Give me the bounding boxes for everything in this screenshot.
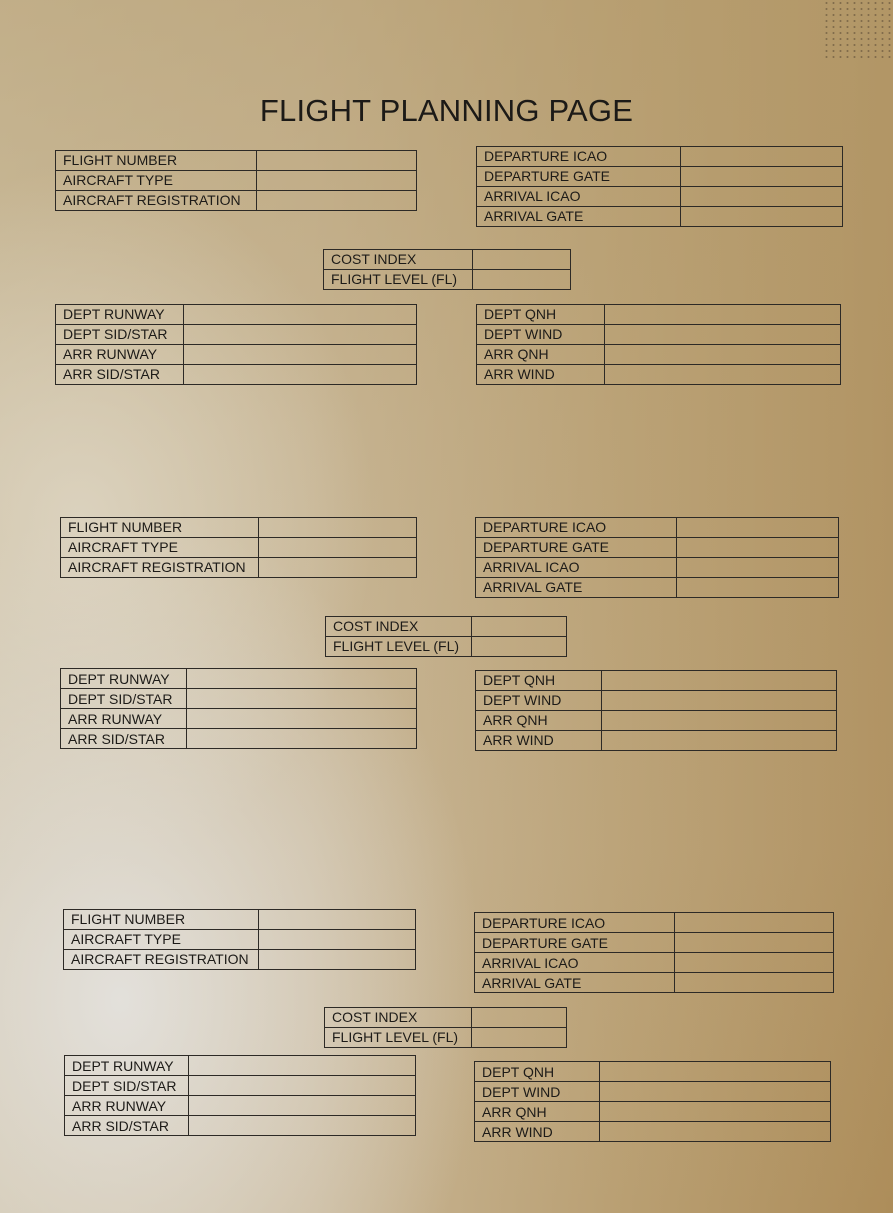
arr-runway-field[interactable] bbox=[184, 345, 417, 365]
form-row bbox=[475, 933, 834, 953]
form-row bbox=[61, 538, 417, 558]
dept-qnh-field[interactable] bbox=[605, 305, 841, 325]
arrival-gate-label: ARRIVAL GATE bbox=[477, 207, 681, 227]
form-row bbox=[326, 637, 567, 657]
form-row bbox=[64, 950, 416, 970]
form-row bbox=[477, 187, 843, 207]
cost-index-field[interactable] bbox=[473, 250, 571, 270]
arrival-gate-label: ARRIVAL GATE bbox=[475, 973, 675, 993]
departure-icao-field[interactable] bbox=[675, 913, 834, 933]
dept-runway-label: DEPT RUNWAY bbox=[61, 669, 187, 689]
form-row bbox=[477, 305, 841, 325]
cost-index-field[interactable] bbox=[472, 1008, 567, 1028]
arr-runway-field[interactable] bbox=[189, 1096, 416, 1116]
arrival-gate-field[interactable] bbox=[675, 973, 834, 993]
dept-qnh-label: DEPT QNH bbox=[476, 671, 602, 691]
form-row bbox=[61, 709, 417, 729]
arr-qnh-field[interactable] bbox=[605, 345, 841, 365]
form-row bbox=[476, 558, 839, 578]
runways-table bbox=[55, 304, 417, 385]
departure-gate-label: DEPARTURE GATE bbox=[475, 933, 675, 953]
form-row bbox=[475, 913, 834, 933]
form-row bbox=[475, 1102, 831, 1122]
dept-runway-label: DEPT RUNWAY bbox=[56, 305, 184, 325]
arr-wind-field[interactable] bbox=[600, 1122, 831, 1142]
arrival-icao-label: ARRIVAL ICAO bbox=[477, 187, 681, 207]
arr-sid-star-field[interactable] bbox=[189, 1116, 416, 1136]
flight-number-field[interactable] bbox=[259, 910, 416, 930]
form-row bbox=[65, 1116, 416, 1136]
arrival-icao-label: ARRIVAL ICAO bbox=[475, 953, 675, 973]
paper-texture bbox=[823, 0, 893, 60]
form-row bbox=[324, 250, 571, 270]
form-row bbox=[64, 910, 416, 930]
form-row bbox=[476, 731, 837, 751]
departure-icao-label: DEPARTURE ICAO bbox=[476, 518, 677, 538]
dept-wind-field[interactable] bbox=[602, 691, 837, 711]
arr-wind-field[interactable] bbox=[605, 365, 841, 385]
arr-sid-star-label: ARR SID/STAR bbox=[56, 365, 184, 385]
dept-runway-field[interactable] bbox=[189, 1056, 416, 1076]
aircraft-type-label: AIRCRAFT TYPE bbox=[61, 538, 259, 558]
arrival-gate-field[interactable] bbox=[677, 578, 839, 598]
form-row bbox=[56, 191, 417, 211]
dept-qnh-field[interactable] bbox=[600, 1062, 831, 1082]
arr-qnh-label: ARR QNH bbox=[475, 1102, 600, 1122]
arr-sid-star-label: ARR SID/STAR bbox=[61, 729, 187, 749]
arr-wind-label: ARR WIND bbox=[475, 1122, 600, 1142]
form-row bbox=[475, 973, 834, 993]
form-row bbox=[477, 167, 843, 187]
flight-number-label: FLIGHT NUMBER bbox=[64, 910, 259, 930]
weather-table bbox=[476, 304, 841, 385]
form-row bbox=[477, 207, 843, 227]
weather-table bbox=[475, 670, 837, 751]
form-row bbox=[477, 325, 841, 345]
dept-wind-label: DEPT WIND bbox=[475, 1082, 600, 1102]
flight-info-table bbox=[60, 517, 417, 578]
form-row bbox=[325, 1028, 567, 1048]
arrival-icao-label: ARRIVAL ICAO bbox=[476, 558, 677, 578]
flight-level-fl-label: FLIGHT LEVEL (FL) bbox=[324, 270, 473, 290]
arr-runway-field[interactable] bbox=[187, 709, 417, 729]
arr-sid-star-field[interactable] bbox=[184, 365, 417, 385]
flight-number-label: FLIGHT NUMBER bbox=[61, 518, 259, 538]
dept-qnh-label: DEPT QNH bbox=[475, 1062, 600, 1082]
flight-level-fl-field[interactable] bbox=[473, 270, 571, 290]
dept-sid-star-field[interactable] bbox=[189, 1076, 416, 1096]
form-row bbox=[325, 1008, 567, 1028]
departure-gate-label: DEPARTURE GATE bbox=[477, 167, 681, 187]
form-row bbox=[56, 345, 417, 365]
aircraft-type-field[interactable] bbox=[259, 930, 416, 950]
flight-info-table bbox=[55, 150, 417, 211]
form-row bbox=[56, 171, 417, 191]
departure-gate-field[interactable] bbox=[677, 538, 839, 558]
dept-wind-label: DEPT WIND bbox=[477, 325, 605, 345]
aircraft-type-field[interactable] bbox=[259, 538, 417, 558]
form-row bbox=[61, 518, 417, 538]
form-row bbox=[475, 1082, 831, 1102]
aircraft-registration-label: AIRCRAFT REGISTRATION bbox=[56, 191, 257, 211]
form-row bbox=[65, 1096, 416, 1116]
dept-runway-label: DEPT RUNWAY bbox=[65, 1056, 189, 1076]
flight-number-field[interactable] bbox=[257, 151, 417, 171]
form-row bbox=[326, 617, 567, 637]
flight-level-fl-label: FLIGHT LEVEL (FL) bbox=[326, 637, 472, 657]
arr-qnh-field[interactable] bbox=[600, 1102, 831, 1122]
airports-table bbox=[475, 517, 839, 598]
form-row bbox=[477, 365, 841, 385]
form-row bbox=[65, 1076, 416, 1096]
aircraft-registration-label: AIRCRAFT REGISTRATION bbox=[61, 558, 259, 578]
runways-table bbox=[60, 668, 417, 749]
dept-sid-star-label: DEPT SID/STAR bbox=[61, 689, 187, 709]
cost-index-field[interactable] bbox=[472, 617, 567, 637]
arrival-gate-field[interactable] bbox=[681, 207, 843, 227]
aircraft-registration-label: AIRCRAFT REGISTRATION bbox=[64, 950, 259, 970]
arr-wind-field[interactable] bbox=[602, 731, 837, 751]
form-row bbox=[61, 729, 417, 749]
arr-sid-star-field[interactable] bbox=[187, 729, 417, 749]
arr-qnh-label: ARR QNH bbox=[477, 345, 605, 365]
departure-gate-field[interactable] bbox=[681, 167, 843, 187]
dept-wind-field[interactable] bbox=[600, 1082, 831, 1102]
dept-sid-star-label: DEPT SID/STAR bbox=[56, 325, 184, 345]
cost-index-label: COST INDEX bbox=[325, 1008, 472, 1028]
aircraft-type-label: AIRCRAFT TYPE bbox=[64, 930, 259, 950]
form-row bbox=[476, 671, 837, 691]
flight-level-fl-field[interactable] bbox=[472, 637, 567, 657]
form-row bbox=[475, 953, 834, 973]
dept-wind-field[interactable] bbox=[605, 325, 841, 345]
arrival-icao-field[interactable] bbox=[675, 953, 834, 973]
form-row bbox=[56, 365, 417, 385]
dept-sid-star-field[interactable] bbox=[187, 689, 417, 709]
form-row bbox=[476, 538, 839, 558]
performance-table bbox=[325, 616, 567, 657]
runways-table bbox=[64, 1055, 416, 1136]
arrival-gate-label: ARRIVAL GATE bbox=[476, 578, 677, 598]
form-row bbox=[324, 270, 571, 290]
departure-gate-field[interactable] bbox=[675, 933, 834, 953]
form-row bbox=[476, 578, 839, 598]
form-row bbox=[64, 930, 416, 950]
form-row bbox=[61, 558, 417, 578]
flight-info-table bbox=[63, 909, 416, 970]
departure-gate-label: DEPARTURE GATE bbox=[476, 538, 677, 558]
arr-wind-label: ARR WIND bbox=[476, 731, 602, 751]
weather-table bbox=[474, 1061, 831, 1142]
form-row bbox=[65, 1056, 416, 1076]
arrival-icao-field[interactable] bbox=[677, 558, 839, 578]
arr-sid-star-label: ARR SID/STAR bbox=[65, 1116, 189, 1136]
arr-runway-label: ARR RUNWAY bbox=[65, 1096, 189, 1116]
arr-qnh-label: ARR QNH bbox=[476, 711, 602, 731]
form-row bbox=[477, 147, 843, 167]
arr-qnh-field[interactable] bbox=[602, 711, 837, 731]
dept-qnh-label: DEPT QNH bbox=[477, 305, 605, 325]
aircraft-registration-field[interactable] bbox=[259, 558, 417, 578]
arr-wind-label: ARR WIND bbox=[477, 365, 605, 385]
departure-icao-field[interactable] bbox=[681, 147, 843, 167]
cost-index-label: COST INDEX bbox=[326, 617, 472, 637]
dept-wind-label: DEPT WIND bbox=[476, 691, 602, 711]
form-row bbox=[475, 1122, 831, 1142]
form-row bbox=[476, 711, 837, 731]
dept-sid-star-field[interactable] bbox=[184, 325, 417, 345]
form-row bbox=[56, 305, 417, 325]
arr-runway-label: ARR RUNWAY bbox=[56, 345, 184, 365]
cost-index-label: COST INDEX bbox=[324, 250, 473, 270]
performance-table bbox=[323, 249, 571, 290]
form-row bbox=[475, 1062, 831, 1082]
arrival-icao-field[interactable] bbox=[681, 187, 843, 207]
form-row bbox=[477, 345, 841, 365]
form-row bbox=[61, 669, 417, 689]
flight-level-fl-label: FLIGHT LEVEL (FL) bbox=[325, 1028, 472, 1048]
departure-icao-label: DEPARTURE ICAO bbox=[477, 147, 681, 167]
aircraft-registration-field[interactable] bbox=[257, 191, 417, 211]
arr-runway-label: ARR RUNWAY bbox=[61, 709, 187, 729]
page-title: FLIGHT PLANNING PAGE bbox=[259, 92, 634, 128]
form-row bbox=[476, 691, 837, 711]
aircraft-type-field[interactable] bbox=[257, 171, 417, 191]
aircraft-type-label: AIRCRAFT TYPE bbox=[56, 171, 257, 191]
departure-icao-label: DEPARTURE ICAO bbox=[475, 913, 675, 933]
form-row bbox=[56, 151, 417, 171]
dept-qnh-field[interactable] bbox=[602, 671, 837, 691]
aircraft-registration-field[interactable] bbox=[259, 950, 416, 970]
dept-sid-star-label: DEPT SID/STAR bbox=[65, 1076, 189, 1096]
dept-runway-field[interactable] bbox=[184, 305, 417, 325]
form-row bbox=[61, 689, 417, 709]
form-row bbox=[56, 325, 417, 345]
departure-icao-field[interactable] bbox=[677, 518, 839, 538]
flight-number-label: FLIGHT NUMBER bbox=[56, 151, 257, 171]
airports-table bbox=[476, 146, 843, 227]
airports-table bbox=[474, 912, 834, 993]
flight-level-fl-field[interactable] bbox=[472, 1028, 567, 1048]
flight-number-field[interactable] bbox=[259, 518, 417, 538]
dept-runway-field[interactable] bbox=[187, 669, 417, 689]
performance-table bbox=[324, 1007, 567, 1048]
form-row bbox=[476, 518, 839, 538]
